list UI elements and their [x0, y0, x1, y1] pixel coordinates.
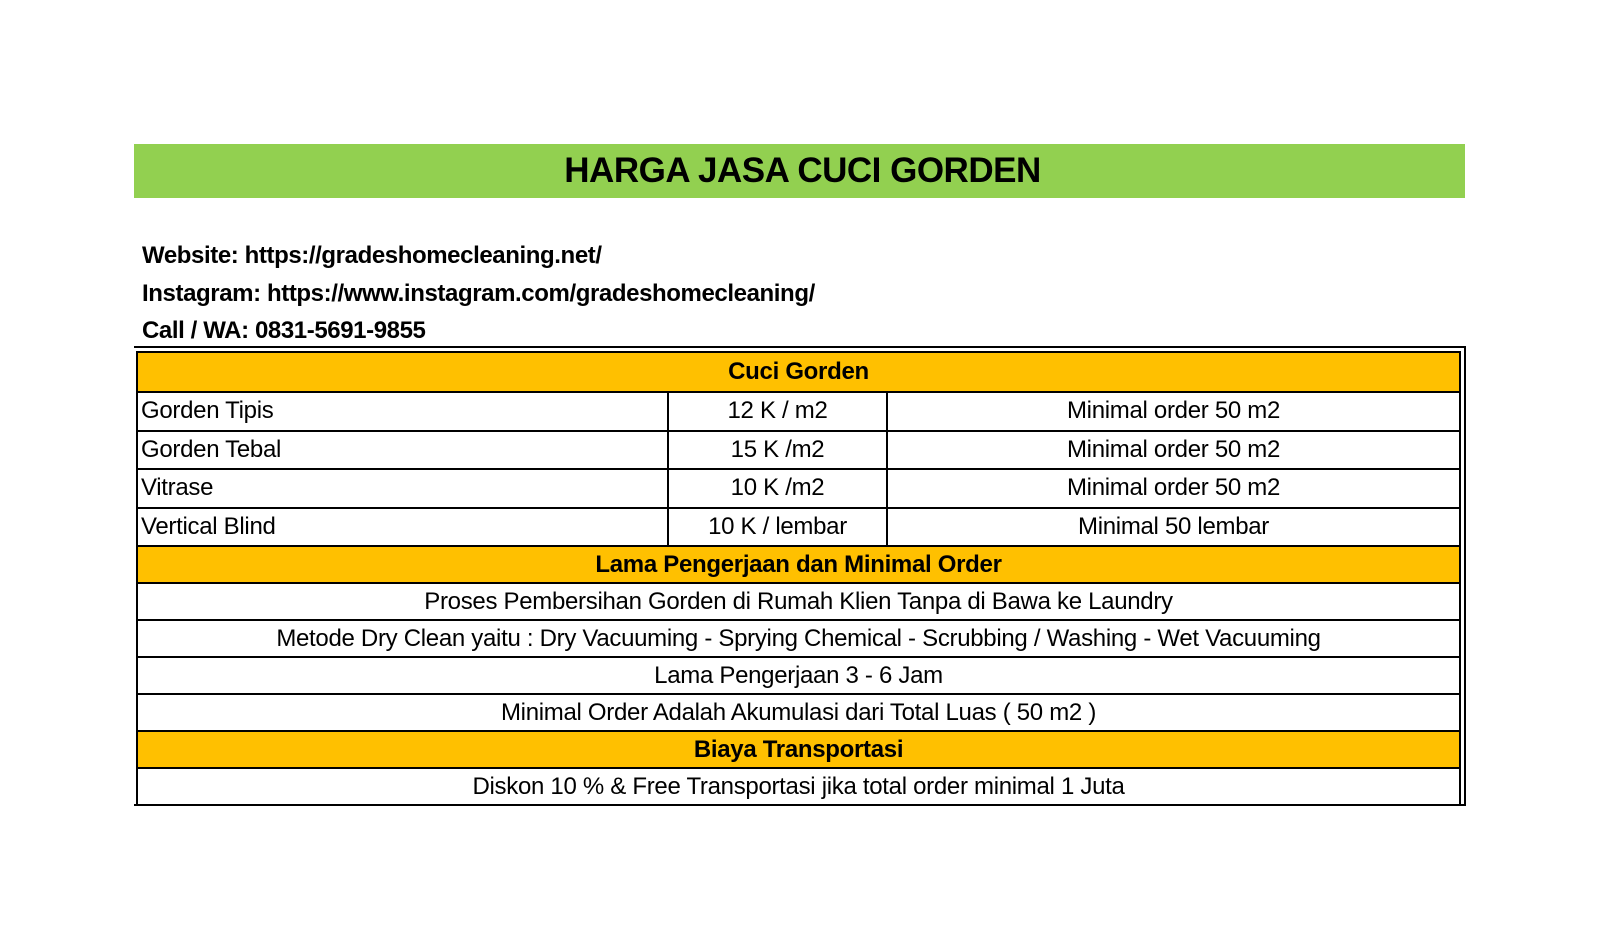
- section-title: Biaya Transportasi: [137, 731, 1460, 768]
- section-title: Cuci Gorden: [137, 352, 1460, 392]
- item-price: 12 K / m2: [668, 392, 887, 431]
- item-name: Vertical Blind: [137, 508, 668, 547]
- note-row: [137, 620, 1460, 657]
- section-title: Lama Pengerjaan dan Minimal Order: [137, 546, 1460, 583]
- item-minimum: Minimal order 50 m2: [887, 431, 1460, 470]
- item-minimum: Minimal order 50 m2: [887, 392, 1460, 431]
- phone-line: Call / WA: 0831-5691-9855: [142, 317, 426, 344]
- item-price: 10 K /m2: [668, 469, 887, 508]
- title-banner: [134, 144, 1465, 198]
- note-row: [137, 583, 1460, 620]
- note-row: [137, 657, 1460, 694]
- table-row: [137, 392, 1460, 431]
- section-header-pengerjaan: [137, 546, 1460, 583]
- instagram-line: Instagram: https://www.instagram.com/gradeshomecleaning/: [142, 279, 815, 307]
- section-header-transportasi: [137, 731, 1460, 768]
- note-text: Proses Pembersihan Gorden di Rumah Klien Tanpa di Bawa ke Laundry: [137, 583, 1460, 620]
- item-minimum: Minimal 50 lembar: [887, 508, 1460, 547]
- item-price: 15 K /m2: [668, 431, 887, 470]
- item-name: Gorden Tipis: [137, 392, 668, 431]
- table-row: [137, 469, 1460, 508]
- note-row: [137, 768, 1460, 805]
- table-row: [137, 431, 1460, 470]
- price-table: [136, 351, 1461, 806]
- item-name: Vitrase: [137, 469, 668, 508]
- contact-info: [142, 237, 815, 350]
- note-row: [137, 694, 1460, 731]
- note-text: Metode Dry Clean yaitu : Dry Vacuuming - Sprying Chemical - Scrubbing / Washing - Wet Vacuuming: [137, 620, 1460, 657]
- price-table-frame: [134, 346, 1466, 806]
- item-price: 10 K / lembar: [668, 508, 887, 547]
- item-minimum: Minimal order 50 m2: [887, 469, 1460, 508]
- note-text: Diskon 10 % & Free Transportasi jika total order minimal 1 Juta: [137, 768, 1460, 805]
- page-title: HARGA JASA CUCI GORDEN: [564, 151, 1041, 190]
- note-text: Minimal Order Adalah Akumulasi dari Total Luas ( 50 m2 ): [137, 694, 1460, 731]
- website-line: Website: https://gradeshomecleaning.net/: [142, 242, 602, 269]
- item-name: Gorden Tebal: [137, 431, 668, 470]
- section-header-cuci-gorden: [137, 352, 1460, 392]
- table-row: [137, 508, 1460, 547]
- note-text: Lama Pengerjaan 3 - 6 Jam: [137, 657, 1460, 694]
